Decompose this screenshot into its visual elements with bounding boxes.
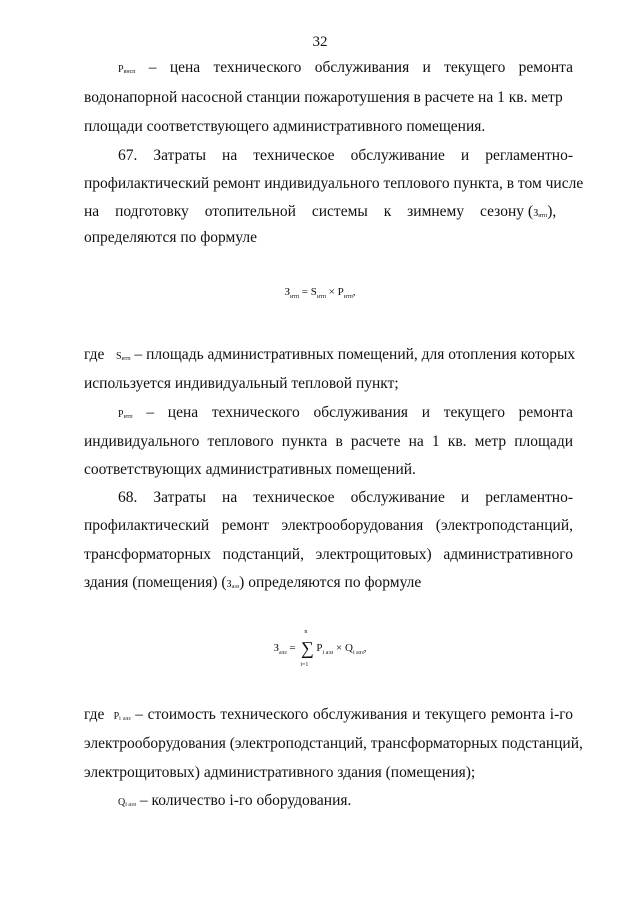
p-itp-definition-line-1: $Р_{итп}$ – цена технического обслуживания и текущего ремонта — [118, 404, 573, 421]
p-vnsp-symbol: $Р_{внсп}$ — [118, 64, 136, 75]
z-itp-symbol: $З_{итп}$ — [533, 208, 548, 219]
item-67-line-4: определяются по формуле — [84, 229, 258, 246]
where-p-i-aez-line-1: где $Р_{i аэз}$ – стоимость технического обслуживания и текущего ремонта i-го — [84, 706, 573, 723]
p-vnsp-definition-line-1: $Р_{внсп}$ – цена технического обслуживания и текущего ремонта — [118, 59, 573, 76]
p-i-aez-symbol: $Р_{i аэз}$ — [113, 711, 131, 722]
item-68-line-4: здания (помещения) $(З_{аэз})$ определяются по формуле — [84, 574, 422, 591]
p-vnsp-definition-line-2: водонапорной насосной станции пожаротушения в расчете на 1 кв. метр — [84, 89, 563, 106]
p-itp-symbol: $Р_{итп}$ — [118, 409, 133, 420]
formula-itp: $З_{итп} = S_{итп} \times Р_{итп}$, — [284, 286, 356, 301]
q-i-aez-symbol: $Q_{i аэз}$ — [118, 797, 137, 808]
s-itp-symbol: $S_{итп}$ — [115, 351, 131, 362]
where-p-i-aez-line-2: электрооборудования (электроподстанций, трансформаторных подстанций, — [84, 735, 583, 752]
item-68-line-1: 68. Затраты на техническое обслуживание и регламентно- — [118, 489, 573, 506]
formula-aez: $З_{аэз}$ = ∑ n i=1 $Р_{i аэз} \times Q_{i аэз}$, — [273, 629, 367, 668]
item-68-line-2: профилактический ремонт электрооборудования (электроподстанций, — [84, 517, 573, 534]
p-itp-definition-line-3: соответствующих административных помещений. — [84, 461, 416, 478]
item-68-line-3: трансформаторных подстанций, электрощитовых) административного — [84, 546, 573, 563]
item-67-line-3: на подготовку отопительной системы к зимнему сезону $(З_{итп})$, — [84, 203, 557, 220]
where-s-itp-line-2: используется индивидуальный тепловой пункт; — [84, 375, 399, 392]
p-vnsp-definition-line-3: площади соответствующего административного помещения. — [84, 118, 486, 135]
item-67-line-2: профилактический ремонт индивидуального теплового пункта, в том числе — [84, 175, 584, 192]
p-itp-definition-line-2: индивидуального теплового пункта в расчете на 1 кв. метр площади — [84, 433, 573, 450]
where-p-i-aez-line-3: электрощитовых) административного здания (помещения); — [84, 764, 476, 781]
q-i-aez-definition: $Q_{i аэз}$ – количество i-го оборудования. — [118, 792, 352, 809]
z-aez-symbol: $З_{аэз}$ — [226, 579, 240, 590]
page-number: 32 — [312, 34, 328, 50]
where-s-itp-line-1: где $S_{итп}$ – площадь административных помещений, для отопления которых — [84, 346, 576, 363]
summation-sign: ∑ n i=1 — [300, 629, 314, 668]
item-67-line-1: 67. Затраты на техническое обслуживание и регламентно- — [118, 147, 573, 164]
